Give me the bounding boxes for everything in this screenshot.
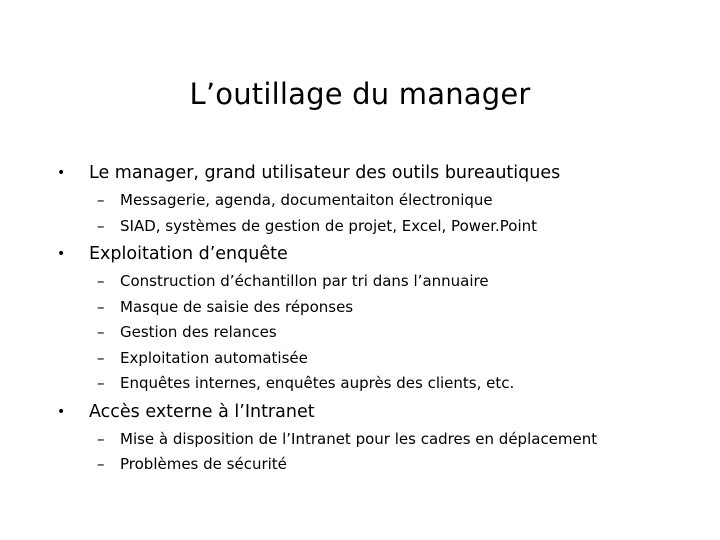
- bullet-item: [57, 241, 697, 267]
- sub-item: [57, 269, 697, 295]
- sub-marker: –: [97, 348, 105, 367]
- sub-item: [57, 295, 697, 321]
- sub-list: [57, 269, 697, 397]
- sub-list: [57, 188, 697, 239]
- sub-text: Gestion des relances: [120, 323, 277, 341]
- sub-text: Mise à disposition de l’Intranet pour les cadres en déplacement: [120, 429, 598, 448]
- bullet-group: [57, 160, 697, 239]
- sub-text: Problèmes de sécurité: [120, 455, 287, 473]
- sub-text: Exploitation automatisée: [120, 348, 308, 367]
- bullet-marker: •: [57, 403, 66, 420]
- sub-marker: –: [97, 374, 105, 392]
- sub-marker: –: [97, 191, 105, 209]
- sub-marker: –: [97, 297, 105, 316]
- sub-item: [57, 371, 697, 397]
- sub-item: [57, 320, 697, 346]
- bullet-list: [57, 160, 697, 480]
- bullet-marker: •: [57, 165, 66, 181]
- sub-marker: –: [97, 272, 105, 290]
- sub-item: [57, 452, 697, 478]
- sub-text: SIAD, systèmes de gestion de projet, Excel, Power.Point: [120, 216, 538, 235]
- sub-text: Messagerie, agenda, documentaiton électronique: [120, 191, 493, 209]
- sub-marker: –: [97, 323, 105, 341]
- sub-text: Construction d’échantillon par tri dans l’annuaire: [120, 272, 489, 290]
- sub-item: [57, 188, 697, 214]
- bullet-item: [57, 399, 697, 425]
- bullet-marker: •: [57, 246, 66, 262]
- bullet-text: Exploitation d’enquête: [89, 244, 288, 264]
- sub-marker: –: [97, 429, 105, 448]
- slide-title: L’outillage du manager: [189, 77, 531, 111]
- sub-text: Enquêtes internes, enquêtes auprès des clients, etc.: [120, 374, 515, 392]
- sub-item: [57, 346, 697, 372]
- bullet-text: Le manager, grand utilisateur des outils bureautiques: [89, 163, 561, 183]
- bullet-group: [57, 399, 697, 478]
- sub-list: [57, 427, 697, 478]
- bullet-text: Accès externe à l’Intranet: [89, 401, 315, 422]
- bullet-item: [57, 160, 697, 186]
- bullet-group: [57, 241, 697, 397]
- sub-marker: –: [97, 455, 105, 473]
- sub-item: [57, 214, 697, 240]
- sub-text: Masque de saisie des réponses: [120, 297, 354, 316]
- sub-marker: –: [97, 216, 105, 235]
- sub-item: [57, 427, 697, 453]
